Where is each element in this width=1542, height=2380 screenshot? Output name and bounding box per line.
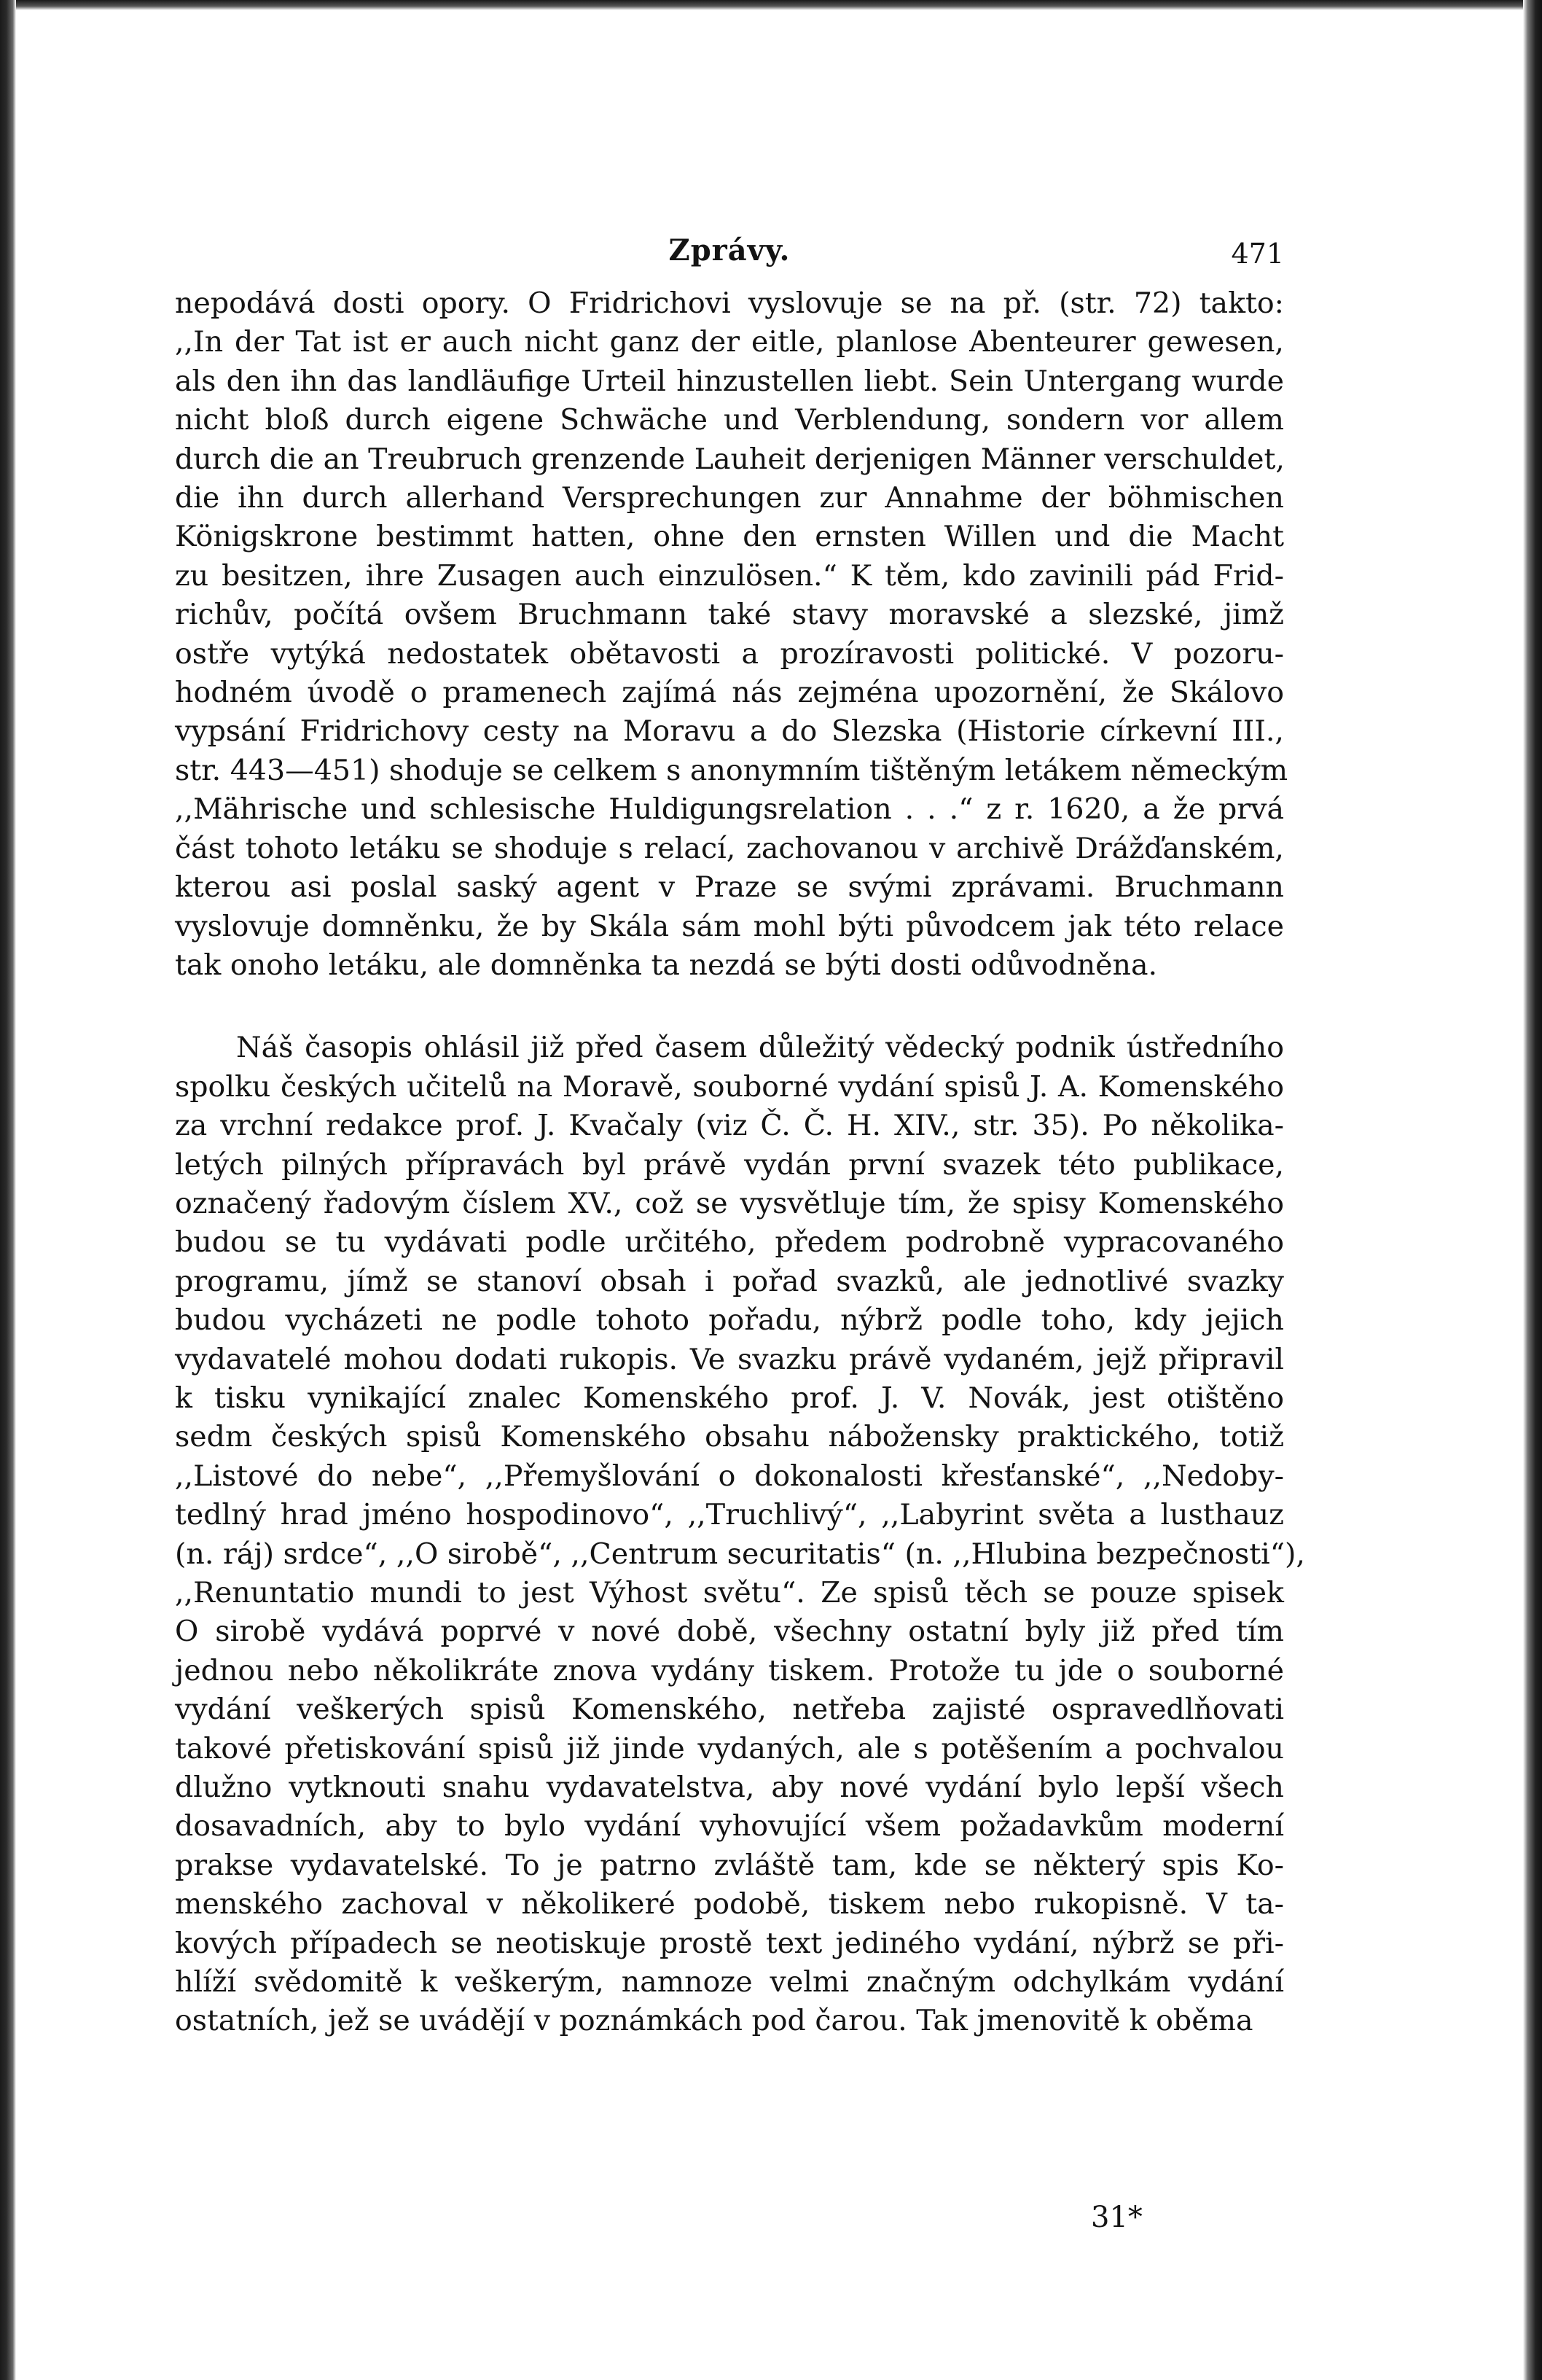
scan-edge-left: [0, 0, 16, 2380]
text-line: richův, počítá ovšem Bruchmann také stavy moravské a slezské, jimž: [175, 598, 1284, 632]
text-line: dosavadních, aby to bylo vydání vyhovující všem požadavkům moderní: [175, 1809, 1284, 1843]
text-line: za vrchní redakce prof. J. Kvačaly (viz Č. Č. H. XIV., str. 35). Po několika-: [175, 1109, 1284, 1143]
text-line: hodném úvodě o pramenech zajímá nás zejména upozornění, že Skálovo: [175, 676, 1284, 710]
text-line: letých pilných přípravách byl právě vydán první svazek této publikace,: [175, 1147, 1284, 1182]
text-line: str. 443—451) shoduje se celkem s anonymním tištěným letákem německým: [175, 753, 1288, 787]
paragraph-1: [175, 284, 1288, 985]
text-line: tak onoho letáku, ale domněnka ta nezdá se býti dosti odůvodněna.: [175, 948, 1158, 982]
text-line: ostře vytýká nedostatek obětavosti a prozíravosti politické. V pozoru-: [175, 636, 1284, 671]
scan-edge-top: [0, 0, 1542, 10]
text-line: hlíží svědomitě k veškerým, namnoze velmi značným odchylkám vydání: [175, 1965, 1284, 1999]
text-line: ,,Renuntatio mundi to jest Výhost světu“. Ze spisů těch se pouze spisek: [175, 1576, 1284, 1610]
text-line: kterou asi poslal saský agent v Praze se svými zprávami. Bruchmann: [175, 870, 1284, 905]
text-line: ,,In der Tat ist er auch nicht ganz der eitle, planlose Abenteurer gewesen,: [175, 325, 1284, 359]
running-head: [175, 233, 1284, 284]
text-line: ,,Mährische und schlesische Huldigungsrelation . . .“ z r. 1620, a že prvá: [175, 792, 1284, 827]
text-line: Königskrone bestimmt hatten, ohne den ernsten Willen und die Macht: [175, 520, 1284, 554]
text-line: část tohoto letáku se shoduje s relací, zachovanou v archivě Drážďanském,: [175, 831, 1284, 865]
text-line: nicht bloß durch eigene Schwäche und Verblendung, sondern vor allem: [175, 403, 1284, 437]
text-line: vydání veškerých spisů Komenského, netřeba zajisté ospravedlňovati: [175, 1693, 1284, 1727]
text-line: als den ihn das landläufige Urteil hinzustellen liebt. Sein Untergang wurde: [175, 364, 1284, 398]
text-line: ostatních, jež se uvádějí v poznámkách pod čarou. Tak jmenovitě k oběma: [175, 2004, 1253, 2038]
text-line: menského zachoval v několikeré podobě, tiskem nebo rukopisně. V ta-: [175, 1887, 1284, 1921]
text-line: budou se tu vydávati podle určitého, předem podrobně vypracovaného: [175, 1225, 1284, 1260]
text-line: die ihn durch allerhand Versprechungen zur Annahme der böhmischen: [175, 481, 1284, 515]
text-line: vydavatelé mohou dodati rukopis. Ve svazku právě vydaném, jejž připravil: [175, 1342, 1284, 1376]
page-body: [175, 233, 1305, 2041]
text-line: k tisku vynikající znalec Komenského prof. J. V. Novák, jest otištěno: [175, 1381, 1284, 1415]
text-line: ,,Listové do nebe“, ,,Přemyšlování o dokonalosti křesťanské“, ,,Nedoby-: [175, 1459, 1284, 1493]
text-line: O sirobě vydává poprvé v nové době, všechny ostatní byly již před tím: [175, 1615, 1284, 1649]
page-number: 471: [1231, 238, 1284, 270]
text-line: vyslovuje domněnku, že by Skála sám mohl býti původcem jak této relace: [175, 909, 1284, 943]
text-line: jednou nebo několikráte znova vydány tiskem. Protože tu jde o souborné: [175, 1653, 1284, 1688]
text-line: programu, jímž se stanoví obsah i pořad svazků, ale jednotlivé svazky: [175, 1264, 1284, 1298]
text-line: sedm českých spisů Komenského obsahu nábožensky praktického, totiž: [175, 1420, 1284, 1454]
text-line: prakse vydavatelské. To je patrno zvláště tam, kde se některý spis Ko-: [175, 1848, 1284, 1882]
text-line: dlužno vytknouti snahu vydavatelstva, aby nové vydání bylo lepší všech: [175, 1771, 1284, 1805]
signature-mark: 31*: [1091, 2201, 1143, 2234]
text-line: Náš časopis ohlásil již před časem důležitý vědecký podnik ústředního: [236, 1031, 1284, 1065]
text-line: tedlný hrad jméno hospodinovo“, ,,Truchlivý“, ,,Labyrint světa a lusthauz: [175, 1498, 1284, 1532]
text-line: zu besitzen, ihre Zusagen auch einzulösen.“ K těm, kdo zavinili pád Frid-: [175, 558, 1284, 593]
text-line: nepodává dosti opory. O Fridrichovi vyslovuje se na př. (str. 72) takto:: [175, 286, 1284, 320]
text-line: (n. ráj) srdce“, ,,O sirobě“, ,,Centrum securitatis“ (n. ,,Hlubina bezpečnosti“),: [175, 1537, 1305, 1571]
text-line: označený řadovým číslem XV., což se vysvětluje tím, že spisy Komenského: [175, 1186, 1284, 1220]
text-line: kových případech se neotiskuje prostě text jediného vydání, nýbrž se při-: [175, 1926, 1284, 1960]
paragraph-2: [175, 1029, 1305, 2041]
scan-edge-right: [1523, 0, 1542, 2380]
text-line: budou vycházeti ne podle tohoto pořadu, nýbrž podle toho, kdy jejich: [175, 1303, 1284, 1338]
paragraph-gap: [175, 985, 1284, 1029]
text-line: vypsání Fridrichovy cesty na Moravu a do Slezska (Historie církevní III.,: [175, 714, 1284, 749]
running-title: Zprávy.: [668, 233, 791, 268]
text-line: takové přetiskování spisů již jinde vydaných, ale s potěšením a pochvalou: [175, 1731, 1284, 1766]
text-line: spolku českých učitelů na Moravě, souborné vydání spisů J. A. Komenského: [175, 1069, 1284, 1104]
text-line: durch die an Treubruch grenzende Lauheit derjenigen Männer verschuldet,: [175, 442, 1285, 476]
